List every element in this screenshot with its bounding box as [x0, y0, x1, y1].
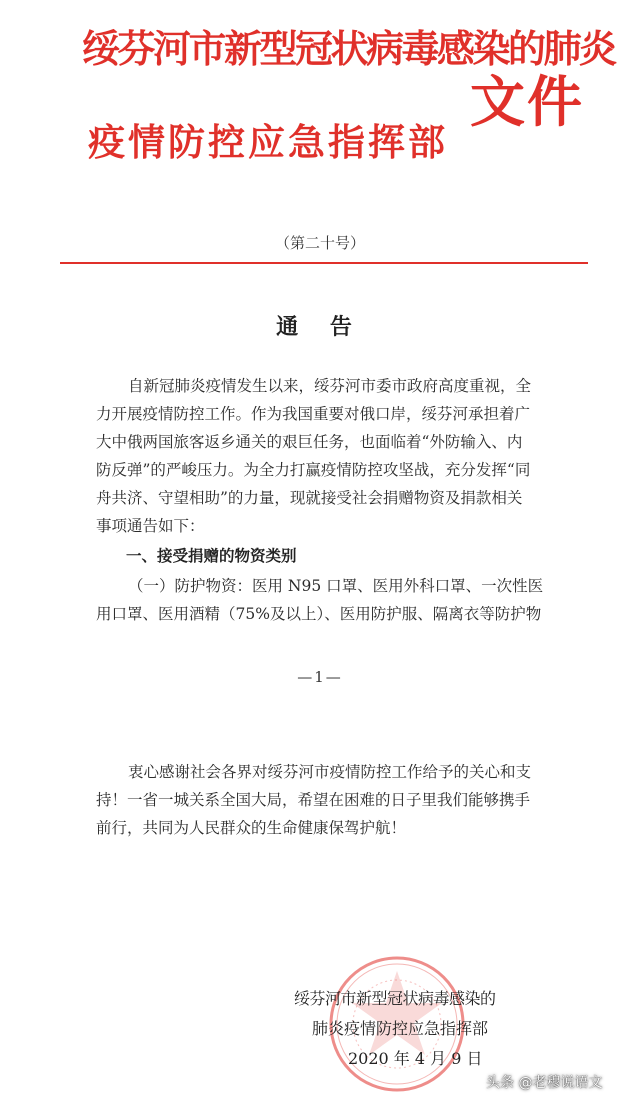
paragraph-line: 防反弹”的严峻压力。为全力打赢疫情防控攻坚战，充分发挥“同: [96, 461, 531, 479]
watermark-text: 头条 @老穆说语文: [486, 1075, 603, 1091]
document-number: （第二十号）: [274, 234, 365, 252]
header-title-line2: 疫情防控应急指挥部: [88, 120, 448, 164]
paragraph-line: 事项通告如下：: [96, 517, 205, 535]
header-title-line1: 绥芬河市新型冠状病毒感染的肺炎: [82, 26, 615, 71]
signature-date: 2020 年 4 月 9 日: [348, 1049, 483, 1068]
paragraph-line: 力开展疫情防控工作。作为我国重要对俄口岸，绥芬河承担着广: [96, 405, 531, 423]
section-heading: 一、接受捐赠的物资类别: [126, 546, 297, 565]
paragraph-materials: [96, 572, 576, 628]
paragraph-line: 持！一省一城关系全国大局，希望在困难的日子里我们能够携手: [96, 791, 531, 809]
header-doc-type: 文件: [470, 69, 585, 134]
paragraph-line: 前行，共同为人民群众的生命健康保驾护航！: [96, 819, 407, 837]
paragraph-line: 大中俄两国旅客返乡通关的艰巨任务，也面临着“外防输入、内: [96, 433, 523, 451]
signature-org-line2: 肺炎疫情防控应急指挥部: [312, 1019, 489, 1038]
paragraph-line: （一）防护物资：医用 N95 口罩、医用外科口罩、一次性医: [128, 577, 544, 595]
signature-org-line1: 绥芬河市新型冠状病毒感染的: [294, 989, 496, 1008]
page-number: —1—: [297, 668, 343, 686]
paragraph-intro: [96, 372, 576, 540]
paragraph-thanks: [96, 758, 576, 842]
paragraph-line: 用口罩、医用酒精（75%及以上）、医用防护服、隔离衣等防护物: [96, 605, 542, 623]
red-divider: [60, 262, 588, 264]
paragraph-line: 自新冠肺炎疫情发生以来，绥芬河市委市政府高度重视，全: [128, 377, 532, 395]
paragraph-line: 衷心感谢社会各界对绥芬河市疫情防控工作给予的关心和支: [128, 763, 532, 781]
paragraph-line: 舟共济、守望相助”的力量，现就接受社会捐赠物资及捐款相关: [96, 489, 523, 507]
watermark: [486, 1072, 602, 1094]
notice-title: 通 告: [276, 314, 364, 340]
